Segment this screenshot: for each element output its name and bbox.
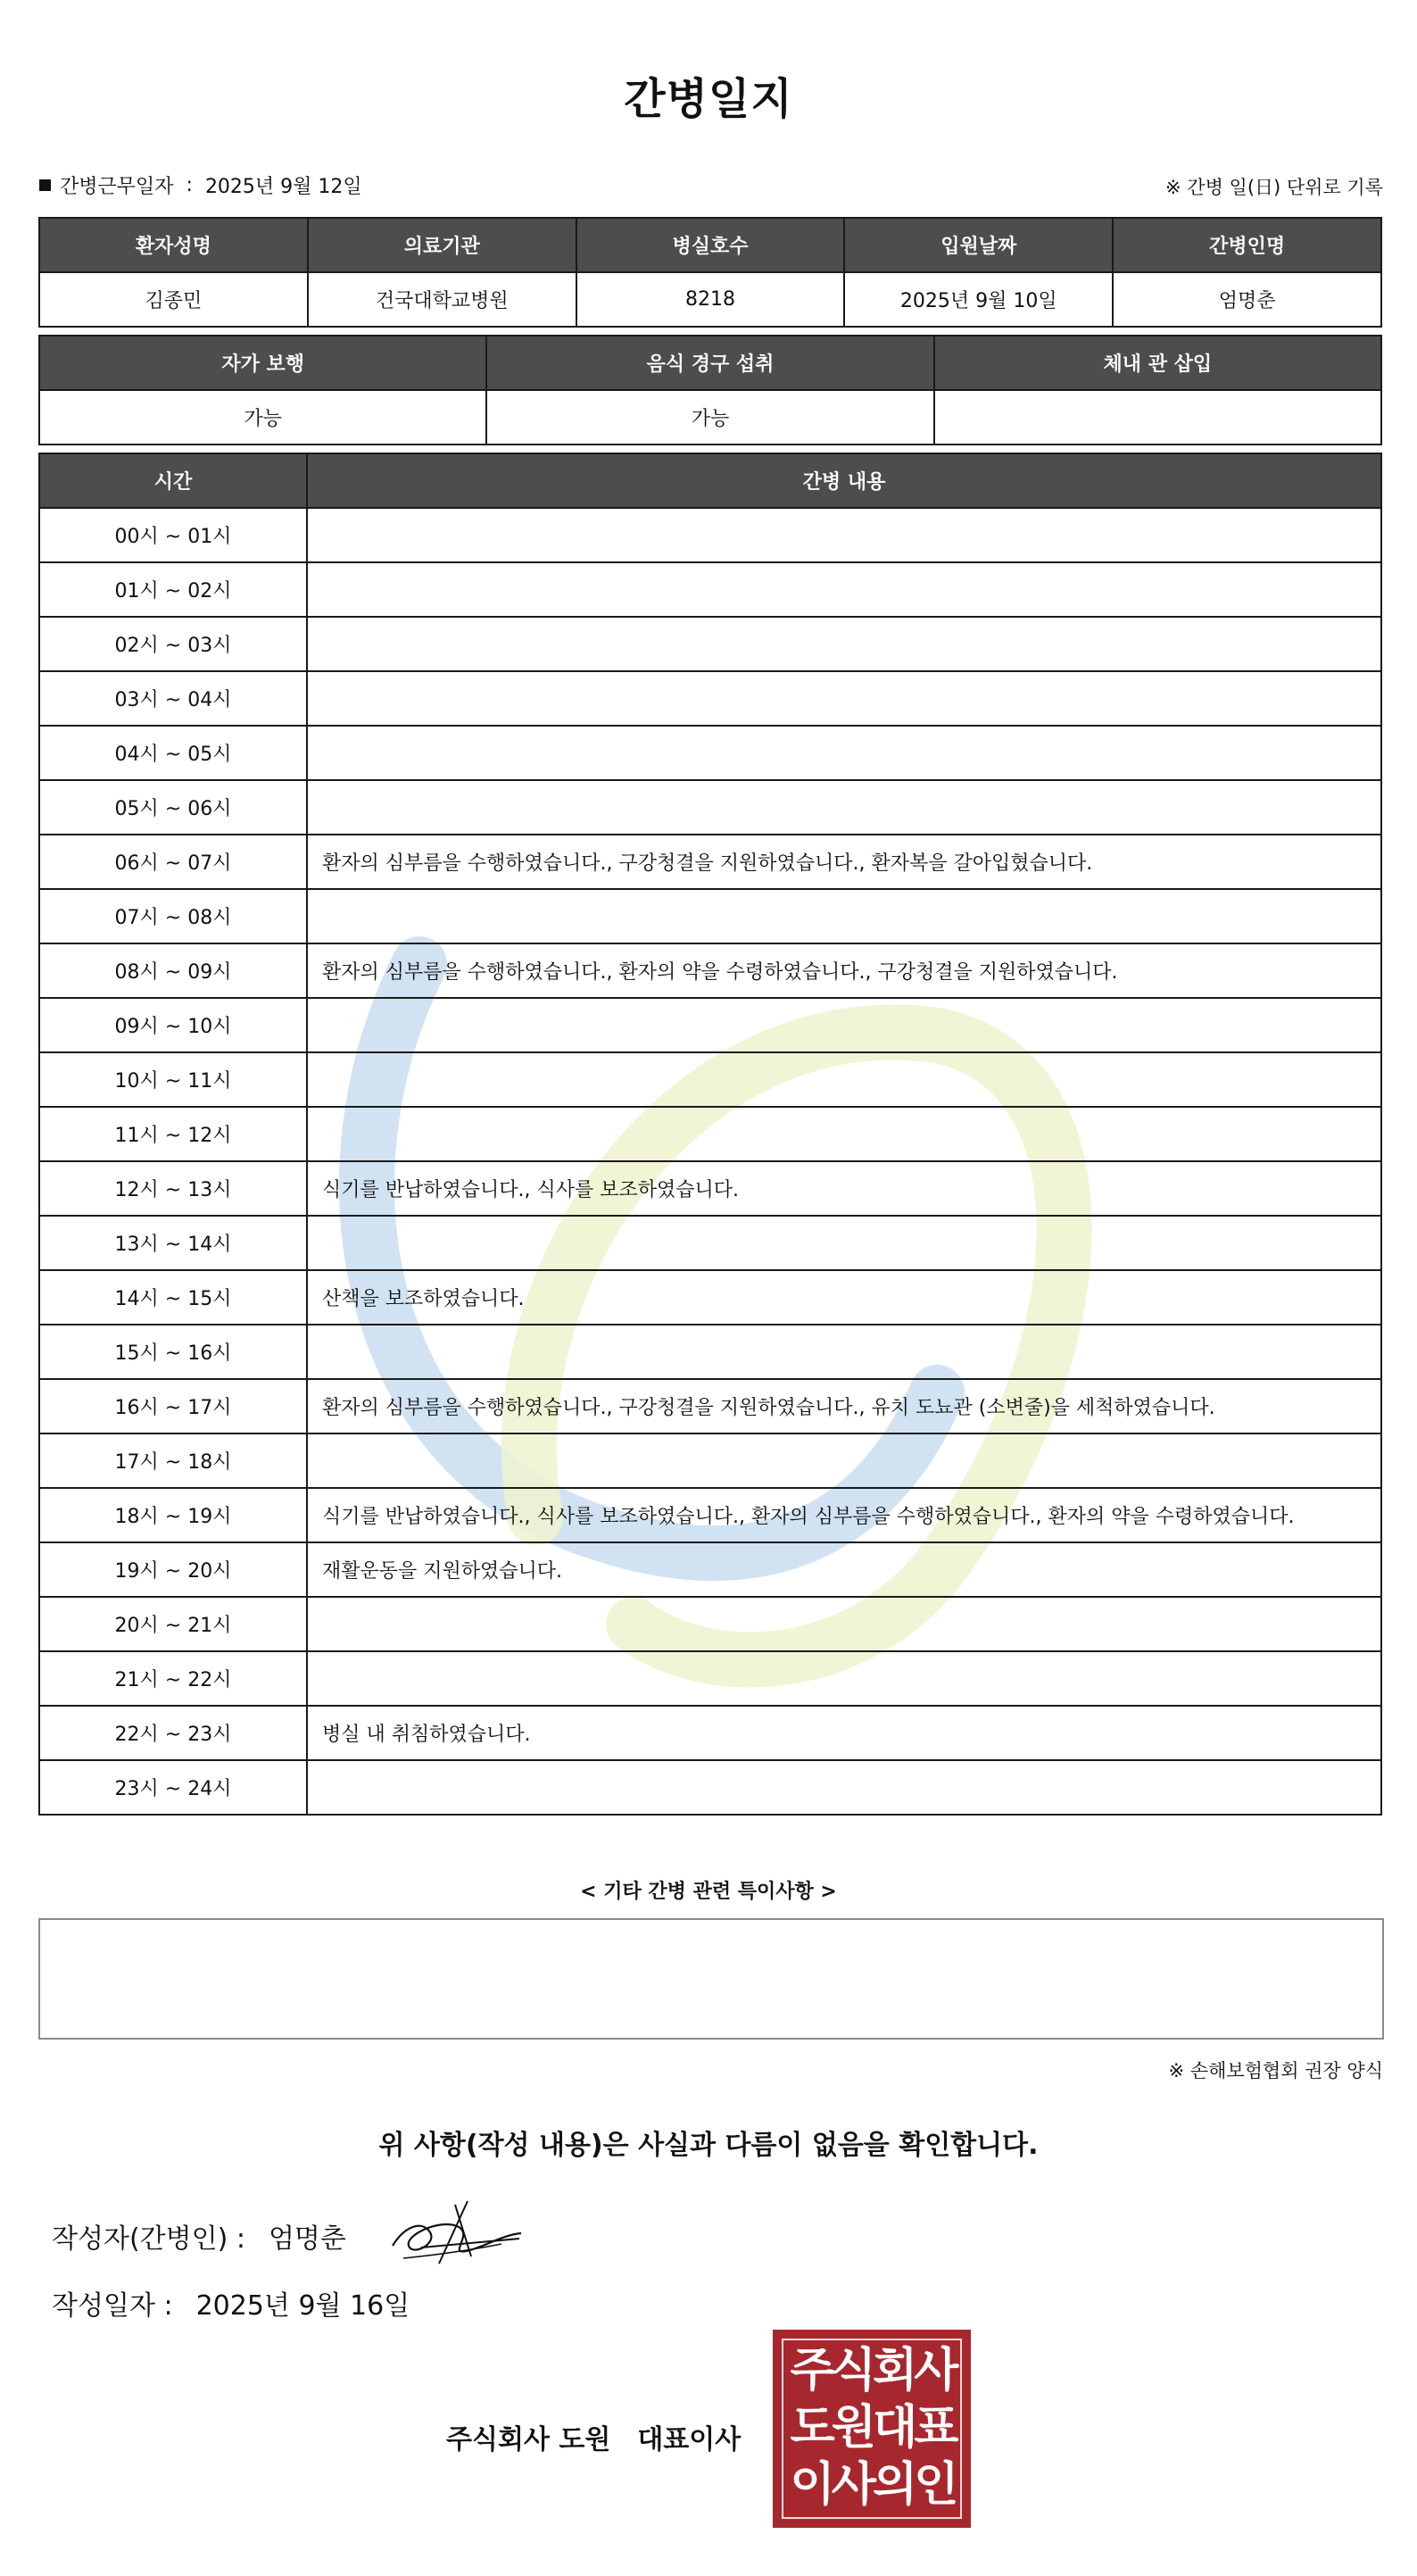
- care-content: [307, 1107, 1381, 1161]
- notes-title: < 기타 간병 관련 특이사항 >: [580, 1881, 837, 1903]
- table-row: [39, 889, 1381, 943]
- care-content: 식기를 반납하였습니다., 식사를 보조하였습니다.: [307, 1161, 1381, 1216]
- table-row: [39, 835, 1381, 889]
- table-row: [39, 1107, 1381, 1161]
- table-row: [39, 1161, 1381, 1216]
- table-row: [39, 1052, 1381, 1107]
- company-seal-stamp: [773, 2330, 971, 2528]
- table-row: [39, 508, 1381, 562]
- table-row: [39, 1270, 1381, 1325]
- patient-table-header: 의료기관: [308, 218, 576, 272]
- care-content: [307, 508, 1381, 562]
- care-content: [307, 726, 1381, 780]
- care-content: [307, 1325, 1381, 1379]
- handwritten-signature: [385, 2192, 528, 2273]
- table-row: [39, 562, 1381, 617]
- confirmation-statement: 위 사항(작성 내용)은 사실과 다름이 없음을 확인합니다.: [378, 2130, 1039, 2161]
- patient-table-header: 환자성명: [39, 218, 308, 272]
- seal-line: 도원대표: [790, 2401, 956, 2455]
- care-log-body: [39, 508, 1381, 1815]
- table-row: [39, 1542, 1381, 1597]
- care-content: [307, 1052, 1381, 1107]
- table-row: [39, 998, 1381, 1052]
- time-slot: 01시 ~ 02시: [39, 562, 307, 617]
- care-content: 환자의 심부름을 수행하였습니다., 구강청결을 지원하였습니다., 유치 도뇨관 (소변줄)을 세척하였습니다.: [307, 1379, 1381, 1433]
- notes-box: [38, 1918, 1384, 2040]
- tube-insertion-value: [934, 390, 1381, 445]
- time-slot: 03시 ~ 04시: [39, 671, 307, 726]
- standard-form-note: ※ 손해보험협회 권장 양식: [1168, 2060, 1383, 2082]
- table-row: [39, 1597, 1381, 1651]
- seal-line: 이사의인: [790, 2458, 956, 2512]
- time-slot: 12시 ~ 13시: [39, 1161, 307, 1216]
- time-slot: 06시 ~ 07시: [39, 835, 307, 889]
- time-slot: 11시 ~ 12시: [39, 1107, 307, 1161]
- time-slot: 16시 ~ 17시: [39, 1379, 307, 1433]
- time-slot: 10시 ~ 11시: [39, 1052, 307, 1107]
- care-content: [307, 1433, 1381, 1488]
- care-content: 재활운동을 지원하였습니다.: [307, 1542, 1381, 1597]
- table-row: [39, 1706, 1381, 1760]
- log-header-content: 간병 내용: [307, 453, 1381, 508]
- table-row: [39, 671, 1381, 726]
- seal-line: 주식회사: [790, 2344, 956, 2397]
- time-slot: 07시 ~ 08시: [39, 889, 307, 943]
- table-row: [39, 617, 1381, 671]
- time-slot: 13시 ~ 14시: [39, 1216, 307, 1270]
- care-content: 산책을 보조하였습니다.: [307, 1270, 1381, 1325]
- time-slot: 18시 ~ 19시: [39, 1488, 307, 1542]
- care-log-table: [38, 453, 1382, 1816]
- patient-status-table: [38, 335, 1382, 445]
- time-slot: 17시 ~ 18시: [39, 1433, 307, 1488]
- care-content: 식기를 반납하였습니다., 식사를 보조하였습니다., 환자의 심부름을 수행하였습니다., 환자의 약을 수령하였습니다.: [307, 1488, 1381, 1542]
- table-row: [39, 1216, 1381, 1270]
- status-table-header: 체내 관 삽입: [934, 336, 1381, 390]
- table-row: [39, 1433, 1381, 1488]
- work-date-colon: :: [186, 174, 193, 196]
- care-content: 환자의 심부름을 수행하였습니다., 구강청결을 지원하였습니다., 환자복을 갈아입혔습니다.: [307, 835, 1381, 889]
- care-content: [307, 780, 1381, 835]
- time-slot: 20시 ~ 21시: [39, 1597, 307, 1651]
- table-row: [39, 943, 1381, 998]
- time-slot: 21시 ~ 22시: [39, 1651, 307, 1706]
- write-date-value: 2025년 9월 16일: [195, 2290, 410, 2322]
- table-row: [39, 726, 1381, 780]
- writer-label: 작성자(간병인) :: [52, 2223, 245, 2255]
- work-date-label: 간병근무일자: [60, 176, 174, 198]
- care-content: [307, 1651, 1381, 1706]
- page-title: 간병일지: [624, 74, 793, 124]
- table-row: [39, 1651, 1381, 1706]
- caregiver-name: 엄명춘: [1113, 272, 1381, 327]
- patient-table-header: 간병인명: [1113, 218, 1381, 272]
- seal-border: [782, 2339, 962, 2519]
- oral-intake-value: 가능: [486, 390, 933, 445]
- care-content: [307, 617, 1381, 671]
- time-slot: 23시 ~ 24시: [39, 1760, 307, 1815]
- time-slot: 00시 ~ 01시: [39, 508, 307, 562]
- care-content: [307, 671, 1381, 726]
- company-name: 주식회사 도원: [446, 2424, 611, 2456]
- self-walking-value: 가능: [39, 390, 486, 445]
- log-header-time: 시간: [39, 453, 307, 508]
- room-number: 8218: [576, 272, 845, 327]
- patient-info-table: [38, 217, 1382, 328]
- care-content: 병실 내 취침하였습니다.: [307, 1706, 1381, 1760]
- hospital-name: 건국대학교병원: [308, 272, 576, 327]
- table-row: [39, 1325, 1381, 1379]
- table-row: [39, 1379, 1381, 1433]
- care-content: 환자의 심부름을 수행하였습니다., 환자의 약을 수령하였습니다., 구강청결을 지원하였습니다.: [307, 943, 1381, 998]
- write-date-label: 작성일자 :: [52, 2290, 173, 2322]
- time-slot: 08시 ~ 09시: [39, 943, 307, 998]
- time-slot: 04시 ~ 05시: [39, 726, 307, 780]
- time-slot: 09시 ~ 10시: [39, 998, 307, 1052]
- time-slot: 02시 ~ 03시: [39, 617, 307, 671]
- patient-table-header: 입원날짜: [844, 218, 1113, 272]
- status-table-header: 자가 보행: [39, 336, 486, 390]
- care-content: [307, 1760, 1381, 1815]
- care-content: [307, 562, 1381, 617]
- admission-date: 2025년 9월 10일: [844, 272, 1113, 327]
- representative-title: 대표이사: [637, 2424, 742, 2456]
- record-unit-note: ※ 간병 일(日) 단위로 기록: [1165, 177, 1383, 198]
- care-content: [307, 1597, 1381, 1651]
- patient-name: 김종민: [39, 272, 308, 327]
- square-bullet-icon: [39, 179, 51, 191]
- time-slot: 05시 ~ 06시: [39, 780, 307, 835]
- table-row: [39, 780, 1381, 835]
- care-content: [307, 1216, 1381, 1270]
- writer-line: [52, 2216, 346, 2256]
- time-slot: 19시 ~ 20시: [39, 1542, 307, 1597]
- care-content: [307, 889, 1381, 943]
- time-slot: 15시 ~ 16시: [39, 1325, 307, 1379]
- writer-name: 엄명춘: [268, 2223, 346, 2255]
- work-date-value: 2025년 9월 12일: [204, 176, 362, 198]
- table-row: [39, 1760, 1381, 1815]
- work-date-line: [39, 171, 362, 199]
- company-line: [446, 2417, 741, 2456]
- time-slot: 14시 ~ 15시: [39, 1270, 307, 1325]
- status-table-header: 음식 경구 섭취: [486, 336, 933, 390]
- time-slot: 22시 ~ 23시: [39, 1706, 307, 1760]
- patient-table-header: 병실호수: [576, 218, 845, 272]
- care-content: [307, 998, 1381, 1052]
- write-date-line: [52, 2283, 410, 2323]
- table-row: [39, 1488, 1381, 1542]
